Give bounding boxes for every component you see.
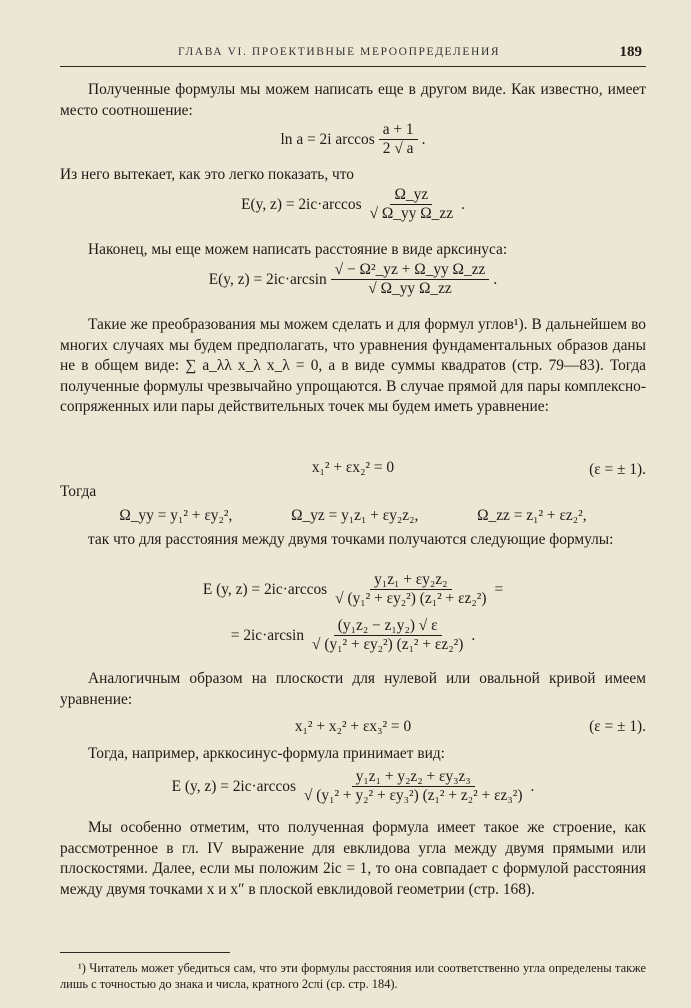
formula-note: (ε = ± 1). [589,461,646,478]
numerator: y₁z₁ + εy₂z₂ [370,571,451,590]
paragraph: Тогда [60,483,97,500]
denominator: √ Ω_yy Ω_zz [369,205,454,222]
formula-distance-arcsin [60,617,646,669]
paragraph: Тогда, например, арккосинус-формула принимает вид: [88,745,445,762]
formula-lhs: E(y, z) = 2ic·arcsin [208,270,327,288]
fraction [366,186,457,223]
paragraph: так что для расстояния между двумя точками получаются следующие формулы: [88,531,614,548]
footnote-divider [60,952,230,953]
numerator: y₁z₁ + y₂z₂ + εy₃z₃ [352,768,475,787]
formula-lhs: ln a = 2i arccos [280,130,375,148]
formula-tail: . [421,130,426,148]
fraction [300,768,527,805]
fraction [331,261,490,298]
numerator: a + 1 [379,121,418,140]
numerator: Ω_yz [390,186,432,205]
denominator: √ (y₁² + y₂² + εy₃²) (z₁² + z₂² + εz₃²) [303,787,523,804]
formula-tail: . [493,270,498,288]
numerator: √ − Ω²_yz + Ω_yy Ω_zz [331,261,490,280]
denominator: 2 √ a [382,140,414,157]
formula-note: (ε = ± 1). [589,718,646,735]
formula-line-equation [60,458,646,482]
formula-tail: . [471,626,476,644]
running-head: ГЛАВА VI. ПРОЕКТИВНЫЕ МЕРООПРЕДЕЛЕНИЯ [178,46,501,58]
footnote: ¹) Читатель может убедиться сам, что эти формулы расстояния или соответственно угла определены также лишь с точностью до знака и числа, кратного 2cπi (ср. стр. 184). [60,961,646,991]
formula-tail: = [494,580,504,598]
fraction [331,571,490,608]
omega-yy: Ω_yy = y₁² + εy₂², [119,507,233,524]
formula-ln [60,121,646,165]
formula-tail: . [461,195,465,213]
formula-tail: . [530,777,535,795]
page-number: 189 [619,44,642,60]
formula-lhs: E(y, z) = 2ic·arccos [241,195,362,213]
formula-lhs: = 2ic·arcsin [230,626,305,644]
paragraph: Такие же преобразования мы можем сделать и для формул углов¹). В дальнейшем во многих случаях мы будем предполагать, что уравнения фундаментальных образов даны не в общем виде: ∑ a_λλ x_λ x_λ = 0, а в виде суммы квадратов (стр. 79—83). Тогда полученные формулы чрезвычайно упрощаются. В случае прямой для пары комплексно-сопряженных или пары действительных точек мы будем иметь уравнение: [60,316,646,415]
formula-omega-values [60,502,646,530]
denominator: √ (y₁² + εy₂²) (z₁² + εz₂²) [312,636,464,653]
paragraph: Из него вытекает, как это легко показать, что [60,166,354,183]
numerator: (y₁z₂ − z₁y₂) √ ε [334,617,442,636]
paragraph: Аналогичным образом на плоскости для нулевой или овальной кривой имеем уравнение: [60,670,646,708]
fraction [308,617,467,654]
formula-distance-arccos [60,571,646,617]
paragraph: Наконец, мы еще можем написать расстояние в виде арксинуса: [88,241,508,258]
formula-expression: x₁² + x₂² + εx₃² = 0 [294,718,412,735]
formula-expression: x₁² + εx₂² = 0 [311,459,395,476]
formula-plane-arccos [60,768,646,818]
formula-arcsin [60,261,646,315]
formula-arccos [60,186,646,240]
omega-zz: Ω_zz = z₁² + εz₂², [477,507,587,524]
fraction [379,121,418,158]
denominator: √ Ω_yy Ω_zz [368,280,452,297]
page-body [60,80,646,900]
paragraph: Мы особенно отметим, что полученная формула имеет такое же строение, как рассмотренное в гл. IV выражение для евклидова угла между двумя прямыми или плоскостями. Далее, если мы положим 2ic = 1, то она совпадает с формулой расстояния между двумя точками x и x″ в плоской евклидовой геометрии (стр. 168). [60,819,646,898]
formula-lhs: E (y, z) = 2ic·arccos [202,580,328,598]
formula-lhs: E (y, z) = 2ic·arccos [171,777,296,795]
page-header [60,44,646,67]
omega-yz: Ω_yz = y₁z₁ + εy₂z₂, [291,507,419,524]
denominator: √ (y₁² + εy₂²) (z₁² + εz₂²) [335,590,487,607]
formula-curve-equation [60,710,646,744]
paragraph: Полученные формулы мы можем написать еще в другом виде. Как известно, имеет место соотношение: [60,81,646,119]
